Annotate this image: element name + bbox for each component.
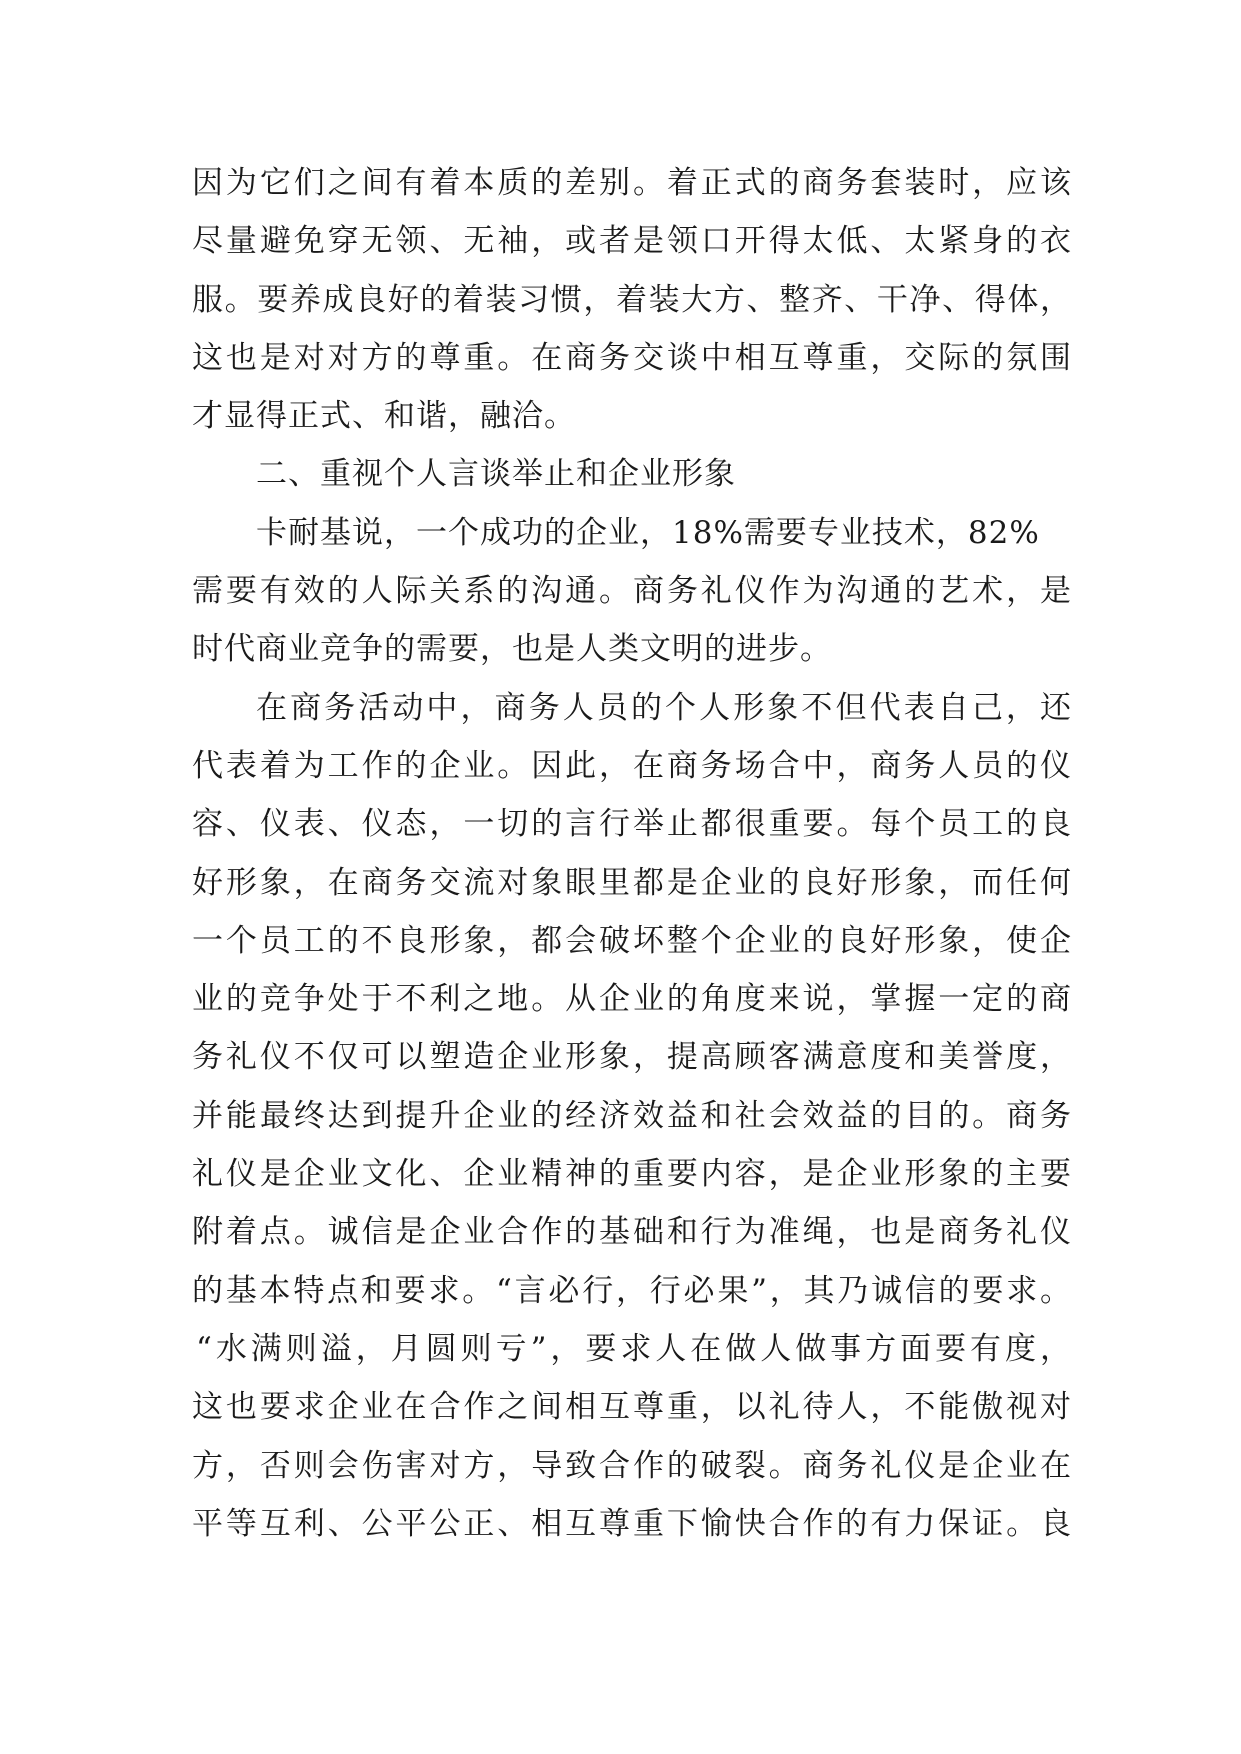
text-line: 业的竞争处于不利之地。从企业的角度来说，掌握一定的商 <box>192 981 1072 1018</box>
text-line: 才显得正式、和谐，融洽。 <box>192 398 576 435</box>
text-line: 因为它们之间有着本质的差别。着正式的商务套装时，应该 <box>192 165 1072 201</box>
text-line: 服。要养成良好的着装习惯，着装大方、整齐、干净、得体， <box>192 281 1072 318</box>
text-line: 附着点。诚信是企业合作的基础和行为准绳，也是商务礼仪 <box>192 1214 1072 1251</box>
text-line: 需要有效的人际关系的沟通。商务礼仪作为沟通的艺术，是 <box>192 573 1072 610</box>
text-line: 好形象，在商务交流对象眼里都是企业的良好形象，而任何 <box>192 864 1072 901</box>
text-line: 平等互利、公平公正、相互尊重下愉快合作的有力保证。良 <box>192 1505 1072 1542</box>
document-body <box>192 154 1072 1553</box>
text-line: 的基本特点和要求。“言必行，行必果”，其乃诚信的要求。 <box>192 1272 1072 1309</box>
text-line: 务礼仪不仅可以塑造企业形象，提高顾客满意度和美誉度， <box>192 1039 1072 1076</box>
section-heading: 二、重视个人言谈举止和企业形象 <box>256 456 736 493</box>
text-line: “水满则溢，月圆则亏”，要求人在做人做事方面要有度， <box>196 1330 1072 1367</box>
text-line: 方，否则会伤害对方，导致合作的破裂。商务礼仪是企业在 <box>192 1447 1072 1484</box>
text-line: 卡耐基说，一个成功的企业，18%需要专业技术，82% <box>256 514 1040 551</box>
text-line: 在商务活动中，商务人员的个人形象不但代表自己，还 <box>256 689 1072 726</box>
text-line: 时代商业竞争的需要，也是人类文明的进步。 <box>192 631 832 668</box>
text-line: 一个员工的不良形象，都会破坏整个企业的良好形象，使企 <box>192 922 1072 959</box>
text-line: 代表着为工作的企业。因此，在商务场合中，商务人员的仪 <box>192 747 1072 784</box>
text-line: 并能最终达到提升企业的经济效益和社会效益的目的。商务 <box>192 1097 1072 1134</box>
text-line: 这也要求企业在合作之间相互尊重，以礼待人，不能傲视对 <box>192 1389 1072 1426</box>
text-line: 礼仪是企业文化、企业精神的重要内容，是企业形象的主要 <box>192 1156 1072 1193</box>
text-line: 尽量避免穿无领、无袖，或者是领口开得太低、太紧身的衣 <box>192 223 1072 260</box>
text-line: 容、仪表、仪态，一切的言行举止都很重要。每个员工的良 <box>192 806 1072 843</box>
text-line: 这也是对对方的尊重。在商务交谈中相互尊重，交际的氛围 <box>192 339 1072 376</box>
